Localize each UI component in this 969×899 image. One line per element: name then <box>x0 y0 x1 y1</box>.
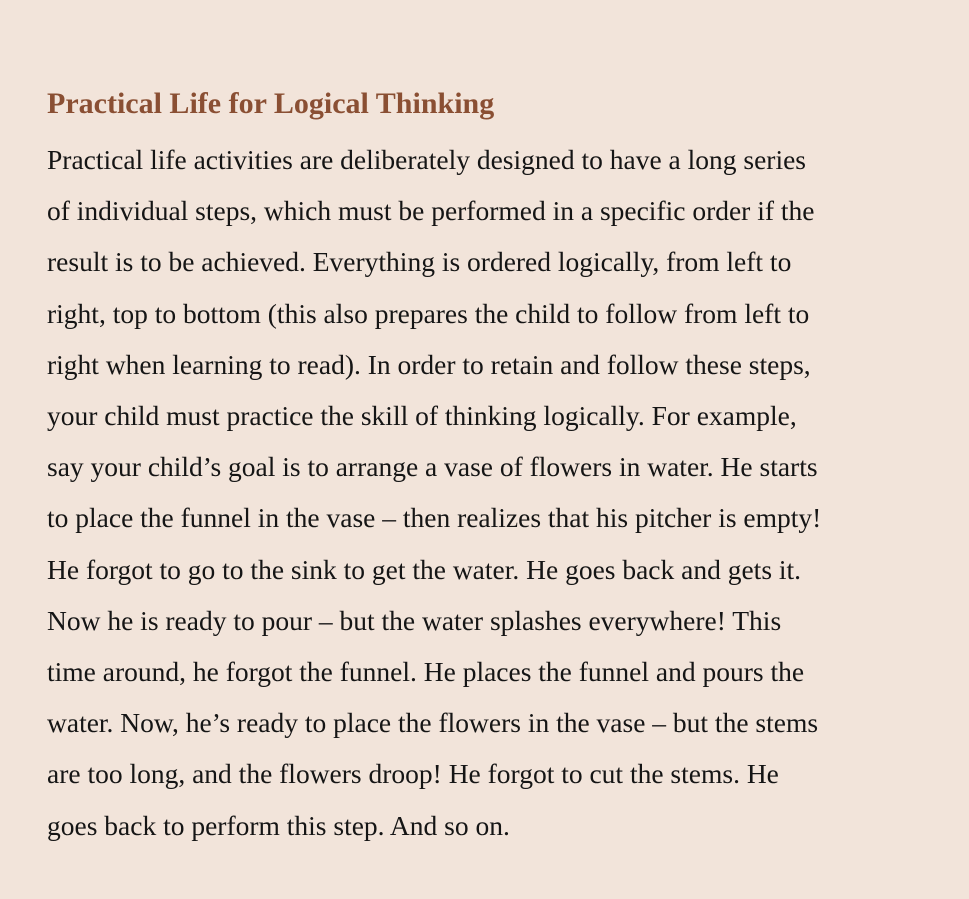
paragraph-line: goes back to perform this step. And so on. <box>47 809 510 841</box>
paragraph-line: Now he is ready to pour – but the water splashes everywhere! This <box>47 604 782 636</box>
paragraph-line: Practical life activities are deliberately designed to have a long series <box>47 144 806 175</box>
paragraph-line: He forgot to go to the sink to get the water. He goes back and gets it. <box>47 553 802 585</box>
paragraph-line: result is to be achieved. Everything is ordered logically, from left to <box>47 246 792 278</box>
paragraph-line: of individual steps, which must be performed in a specific order if the <box>47 195 815 227</box>
paragraph-line: to place the funnel in the vase – then realizes that his pitcher is empty! <box>47 502 822 534</box>
article-paragraph <box>47 134 927 851</box>
paragraph-line: time around, he forgot the funnel. He places the funnel and pours the <box>47 656 805 688</box>
article-title: Practical Life for Logical Thinking <box>47 87 495 120</box>
paragraph-line: water. Now, he’s ready to place the flowers in the vase – but the stems <box>47 707 819 739</box>
paragraph-line: say your child’s goal is to arrange a vase of flowers in water. He starts <box>47 451 818 483</box>
paragraph-line: right when learning to read). In order to retain and follow these steps, <box>47 348 811 380</box>
paragraph-line: right, top to bottom (this also prepares the child to follow from left to <box>47 297 810 329</box>
paragraph-line: your child must practice the skill of thinking logically. For example, <box>47 400 797 432</box>
paragraph-line: are too long, and the flowers droop! He forgot to cut the stems. He <box>47 758 779 790</box>
